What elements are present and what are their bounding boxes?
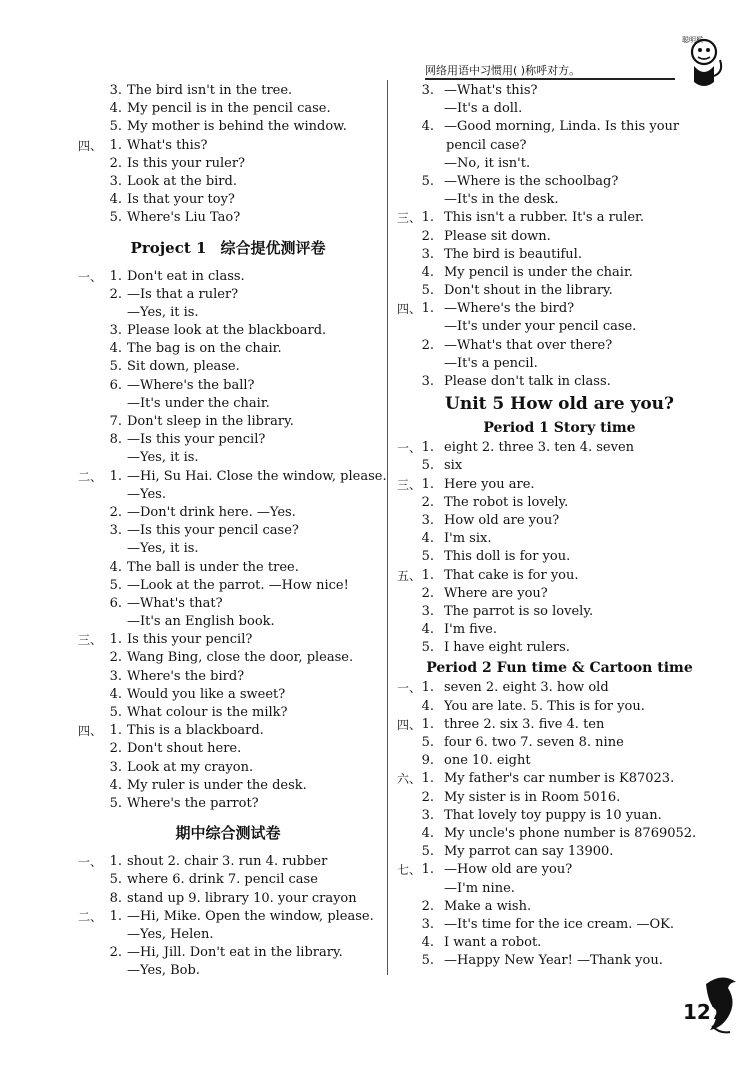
answer-text: The bag is on the chair. <box>127 341 282 357</box>
answer-text: Is this your pencil? <box>127 632 253 648</box>
answer-line <box>78 413 378 431</box>
answer-text: My mother is behind the window. <box>127 119 347 135</box>
item-number: 2. <box>421 789 434 805</box>
answer-text: seven 2. eight 3. how old <box>444 680 609 696</box>
answer-text: —Happy New Year! —Thank you. <box>444 953 663 969</box>
item-number: 2. <box>421 228 434 244</box>
answer-line <box>397 282 722 300</box>
section-marker: 二、 <box>78 469 103 484</box>
item-number: 5. <box>109 210 122 226</box>
answer-text: —Yes, Helen. <box>127 926 214 942</box>
answer-text: stand up 9. library 10. your crayon <box>127 890 357 906</box>
answer-line <box>397 716 722 734</box>
answer-text: —Yes, Bob. <box>127 963 200 979</box>
section-heading <box>397 657 722 679</box>
answer-line <box>78 340 378 358</box>
answer-line <box>78 82 378 100</box>
answer-line <box>397 789 722 807</box>
answer-text: —Is this your pencil? <box>127 432 266 448</box>
answer-text: —Yes, it is. <box>127 450 199 466</box>
item-number: 1. <box>421 716 434 732</box>
item-number: 3. <box>421 83 434 98</box>
answer-line <box>397 457 722 475</box>
answer-text: I have eight rulers. <box>444 640 570 656</box>
answer-text: Where's Liu Tao? <box>127 210 241 226</box>
item-number: 4. <box>421 119 434 135</box>
answer-text: —Where's the ball? <box>127 377 255 393</box>
answer-line <box>397 861 722 879</box>
answer-text: —Where is the schoolbag? <box>444 173 619 189</box>
item-number: 3. <box>109 523 122 539</box>
answer-text: My pencil is under the chair. <box>444 264 633 280</box>
item-number: 7. <box>109 414 122 429</box>
answer-text: I'm six. <box>444 531 492 547</box>
item-number: 4. <box>109 101 122 117</box>
section-marker: 一、 <box>397 441 422 456</box>
answer-line <box>397 752 722 770</box>
answer-text: My pencil is in the pencil case. <box>127 101 331 117</box>
answer-text: Here you are. <box>444 476 535 492</box>
answer-line <box>397 155 722 173</box>
section-marker: 四、 <box>397 717 422 732</box>
answer-line <box>397 373 722 391</box>
answer-line <box>397 807 722 825</box>
answer-text: Is this your ruler? <box>127 155 246 171</box>
item-number: 2. <box>109 650 122 666</box>
answer-line <box>78 890 378 908</box>
answer-text: Look at my crayon. <box>127 759 254 775</box>
answer-text: Where are you? <box>444 585 548 601</box>
item-number: 1. <box>109 468 122 484</box>
item-number: 5. <box>109 705 122 720</box>
item-number: 3. <box>109 668 122 684</box>
item-number: 3. <box>421 603 434 619</box>
answer-line <box>397 530 722 548</box>
answer-text: Don't shout here. <box>127 741 242 757</box>
item-number: 1. <box>421 210 434 226</box>
answer-line <box>78 118 378 136</box>
item-number: 2. <box>421 585 434 601</box>
section-heading <box>78 228 378 268</box>
item-number: 4. <box>421 935 434 951</box>
answer-text: My sister is in Room 5016. <box>444 789 621 805</box>
answer-text: That cake is for you. <box>444 567 579 583</box>
answer-line <box>78 962 378 980</box>
answer-line <box>397 603 722 621</box>
section-heading <box>397 417 722 439</box>
answer-text: six <box>444 458 463 474</box>
answer-text: The robot is lovely. <box>444 494 569 510</box>
item-number: 3. <box>421 807 434 823</box>
answer-line <box>78 853 378 871</box>
answer-line <box>397 734 722 752</box>
section-heading <box>78 813 378 853</box>
answer-line <box>397 82 722 100</box>
section-marker: 三、 <box>78 633 103 648</box>
heading-title: 综合提优测评卷 <box>220 238 326 257</box>
answer-line <box>78 358 378 376</box>
answer-text: shout 2. chair 3. run 4. rubber <box>127 854 328 870</box>
answer-text: Make a wish. <box>444 898 532 914</box>
section-marker: 一、 <box>78 269 103 284</box>
item-number: 4. <box>109 559 122 575</box>
answer-line <box>397 825 722 843</box>
answer-line <box>78 540 378 558</box>
section-marker: 七、 <box>397 863 422 878</box>
answer-text: Would you like a sweet? <box>127 686 286 702</box>
item-number: 1. <box>109 268 122 284</box>
header-note: 网络用语中习惯用( )称呼对方。 <box>425 62 675 80</box>
answer-text: —I'm nine. <box>444 880 515 896</box>
answer-text: —What's that? <box>127 595 223 611</box>
answer-line <box>78 173 378 191</box>
answer-text: —Don't drink here. —Yes. <box>127 504 296 520</box>
answer-line <box>397 173 722 191</box>
column-divider <box>387 80 388 975</box>
answer-line <box>397 318 722 336</box>
section-marker: 三、 <box>397 477 422 492</box>
item-number: 1. <box>421 862 434 878</box>
answer-text: —Is this your pencil case? <box>127 523 299 539</box>
item-number: 2. <box>421 494 434 510</box>
answer-text: —Hi, Su Hai. Close the window, please. <box>127 468 387 484</box>
answer-line <box>397 880 722 898</box>
item-number: 4. <box>109 192 122 208</box>
answer-line <box>397 548 722 566</box>
answer-text: —Yes, it is. <box>127 304 199 320</box>
answer-line <box>397 337 722 355</box>
answer-line <box>78 926 378 944</box>
section-heading <box>397 391 722 417</box>
answer-line <box>397 300 722 318</box>
heading-text: Period 2 Fun time & Cartoon time <box>426 660 693 677</box>
answer-text: —What's that over there? <box>444 337 613 353</box>
mascot-caption: 聪明猴 <box>682 36 703 44</box>
answer-line <box>78 100 378 118</box>
answer-line <box>397 698 722 716</box>
answer-text: —What's this? <box>444 83 538 98</box>
answer-line <box>397 439 722 457</box>
answer-line <box>78 871 378 889</box>
answer-line <box>78 486 378 504</box>
heading-text: Period 1 Story time <box>483 420 636 437</box>
left-column <box>78 82 387 980</box>
answer-line <box>78 795 378 813</box>
answer-text: —Hi, Mike. Open the window, please. <box>127 908 374 924</box>
answer-text: That lovely toy puppy is 10 yuan. <box>444 807 662 823</box>
item-number: 3. <box>109 173 122 189</box>
answer-line <box>78 209 378 227</box>
answer-line <box>397 494 722 512</box>
item-number: 6. <box>109 377 122 393</box>
answer-line <box>397 679 722 697</box>
page-number: 127 <box>683 1000 725 1024</box>
answer-line <box>78 522 378 540</box>
answer-line <box>78 137 378 155</box>
answer-line <box>78 504 378 522</box>
answer-text: How old are you? <box>444 512 560 528</box>
item-number: 2. <box>109 155 122 171</box>
answer-text: The bird isn't in the tree. <box>127 83 293 98</box>
item-number: 2. <box>109 945 122 961</box>
answer-text: Is that your toy? <box>127 192 235 208</box>
answer-line <box>78 595 378 613</box>
answer-text: I'm five. <box>444 622 498 638</box>
answer-line <box>78 704 378 722</box>
answer-line <box>78 740 378 758</box>
answer-text: —Yes, it is. <box>127 541 199 557</box>
answer-text: The ball is under the tree. <box>127 559 299 575</box>
item-number: 4. <box>109 777 122 793</box>
section-marker: 三、 <box>397 211 422 226</box>
answer-line <box>78 322 378 340</box>
answer-text: Please look at the blackboard. <box>127 323 327 339</box>
item-number: 4. <box>109 686 122 702</box>
answer-text: —It's in the desk. <box>444 192 559 208</box>
item-number: 1. <box>421 301 434 317</box>
answer-line <box>397 228 722 246</box>
answer-line <box>397 512 722 530</box>
answer-line <box>397 355 722 373</box>
item-number: 5. <box>109 577 122 593</box>
item-number: 4. <box>421 264 434 280</box>
answer-line <box>397 246 722 264</box>
item-number: 1. <box>421 440 434 456</box>
answer-text: —How old are you? <box>444 862 573 878</box>
answer-line <box>78 577 378 595</box>
answer-text: What's this? <box>127 137 208 153</box>
item-number: 1. <box>109 137 122 153</box>
item-number: 5. <box>109 795 122 811</box>
answer-text: Wang Bing, close the door, please. <box>127 650 354 666</box>
answer-text: —Hi, Jill. Don't eat in the library. <box>127 945 343 961</box>
answer-line <box>78 431 378 449</box>
answer-text: My father's car number is K87023. <box>444 771 675 787</box>
item-number: 5. <box>421 173 434 189</box>
heading-text: Unit 5 How old are you? <box>445 394 674 415</box>
answer-line <box>78 377 378 395</box>
answer-line <box>78 191 378 209</box>
section-marker: 四、 <box>78 724 103 739</box>
answer-line <box>397 137 722 155</box>
answer-text: You are late. 5. This is for you. <box>444 698 645 714</box>
item-number: 4. <box>421 622 434 638</box>
answer-line <box>78 722 378 740</box>
answer-text: I want a robot. <box>444 935 542 951</box>
answer-line <box>397 100 722 118</box>
section-marker: 二、 <box>78 909 103 924</box>
item-number: 1. <box>421 771 434 787</box>
heading-title: 期中综合测试卷 <box>175 824 281 843</box>
answer-text: Sit down, please. <box>127 359 240 375</box>
item-number: 2. <box>109 741 122 757</box>
section-marker: 六、 <box>397 772 422 787</box>
item-number: 3. <box>421 916 434 932</box>
answer-text: —Is that a ruler? <box>127 286 239 302</box>
item-number: 8. <box>109 432 122 448</box>
answer-text: —Yes. <box>127 486 166 502</box>
answer-text: —Look at the parrot. —How nice! <box>127 577 349 593</box>
item-number: 3. <box>421 246 434 262</box>
item-number: 4. <box>109 341 122 357</box>
answer-text: —It's an English book. <box>127 614 275 630</box>
answer-text: where 6. drink 7. pencil case <box>127 872 318 888</box>
answer-text: —It's under the chair. <box>127 395 270 411</box>
answer-text: This is a blackboard. <box>127 723 264 739</box>
answer-line <box>397 118 722 136</box>
item-number: 4. <box>421 531 434 547</box>
item-number: 3. <box>109 83 122 98</box>
answer-line <box>78 395 378 413</box>
answer-text: Where's the parrot? <box>127 795 259 811</box>
answer-text: —It's time for the ice cream. —OK. <box>444 916 674 932</box>
answer-text: —It's a pencil. <box>444 355 538 371</box>
answer-text: My parrot can say 13900. <box>444 844 614 860</box>
answer-text: This doll is for you. <box>444 549 571 565</box>
answer-line <box>78 908 378 926</box>
item-number: 2. <box>421 898 434 914</box>
item-number: 3. <box>421 512 434 528</box>
answer-text: My ruler is under the desk. <box>127 777 307 793</box>
item-number: 9. <box>421 753 434 769</box>
answer-text: pencil case? <box>446 137 527 153</box>
answer-line <box>397 209 722 227</box>
item-number: 5. <box>421 953 434 969</box>
answer-text: Look at the bird. <box>127 173 237 189</box>
answer-line <box>397 898 722 916</box>
item-number: 1. <box>421 567 434 583</box>
answer-line <box>397 191 722 209</box>
item-number: 5. <box>421 458 434 474</box>
answer-line <box>397 567 722 585</box>
answer-line <box>78 449 378 467</box>
section-marker: 五、 <box>397 568 422 583</box>
right-column <box>397 82 722 970</box>
item-number: 4. <box>421 825 434 841</box>
answer-text: This isn't a rubber. It's a ruler. <box>444 210 644 226</box>
answer-text: —Good morning, Linda. Is this your <box>444 119 680 135</box>
item-number: 1. <box>109 908 122 924</box>
answer-line <box>78 944 378 962</box>
section-marker: 一、 <box>397 681 422 696</box>
answer-line <box>397 916 722 934</box>
item-number: 5. <box>109 872 122 888</box>
answer-line <box>78 613 378 631</box>
item-number: 5. <box>421 549 434 565</box>
item-number: 4. <box>421 698 434 714</box>
answer-text: eight 2. three 3. ten 4. seven <box>444 440 635 456</box>
answer-line <box>78 155 378 173</box>
item-number: 1. <box>109 854 122 870</box>
section-marker: 四、 <box>397 302 422 317</box>
answer-text: —It's a doll. <box>444 101 523 117</box>
answer-text: The parrot is so lovely. <box>444 603 594 619</box>
section-marker: 一、 <box>78 855 103 870</box>
answer-line <box>78 777 378 795</box>
answer-text: My uncle's phone number is 8769052. <box>444 825 697 841</box>
answer-text: —Where's the bird? <box>444 301 575 317</box>
answer-text: The bird is beautiful. <box>444 246 582 262</box>
item-number: 3. <box>109 323 122 339</box>
item-number: 5. <box>109 359 122 375</box>
answer-text: What colour is the milk? <box>127 705 288 720</box>
answer-line <box>78 286 378 304</box>
item-number: 5. <box>421 640 434 656</box>
item-number: 1. <box>421 476 434 492</box>
answer-line <box>78 668 378 686</box>
answer-text: Please don't talk in class. <box>444 374 611 389</box>
heading-text: Project 1 <box>130 238 207 257</box>
answer-line <box>78 631 378 649</box>
answer-line <box>397 952 722 970</box>
answer-line <box>78 686 378 704</box>
section-marker: 四、 <box>78 138 103 153</box>
item-number: 1. <box>109 723 122 739</box>
item-number: 3. <box>109 759 122 775</box>
answer-text: three 2. six 3. five 4. ten <box>444 716 605 732</box>
answer-line <box>78 304 378 322</box>
answer-line <box>78 649 378 667</box>
answer-text: Don't shout in the library. <box>444 283 613 299</box>
answer-line <box>78 759 378 777</box>
item-number: 5. <box>421 735 434 750</box>
item-number: 3. <box>421 374 434 389</box>
answer-text: Don't eat in class. <box>127 268 245 284</box>
answer-line <box>397 934 722 952</box>
answer-text: one 10. eight <box>444 753 531 769</box>
item-number: 5. <box>109 119 122 135</box>
item-number: 5. <box>421 844 434 860</box>
answer-line <box>397 621 722 639</box>
answer-line <box>397 770 722 788</box>
answer-line <box>397 585 722 603</box>
item-number: 1. <box>109 632 122 648</box>
item-number: 8. <box>109 890 122 906</box>
item-number: 5. <box>421 283 434 299</box>
answer-line <box>397 843 722 861</box>
item-number: 1. <box>421 680 434 696</box>
answer-text: —It's under your pencil case. <box>444 319 637 335</box>
answer-line <box>78 268 378 286</box>
item-number: 2. <box>109 504 122 520</box>
answer-line <box>397 264 722 282</box>
answer-line <box>78 468 387 486</box>
answer-text: —No, it isn't. <box>444 155 531 171</box>
answer-line <box>397 639 722 657</box>
answer-line <box>78 559 378 577</box>
answer-text: Where's the bird? <box>127 668 245 684</box>
item-number: 6. <box>109 595 122 611</box>
item-number: 2. <box>109 286 122 302</box>
item-number: 2. <box>421 337 434 353</box>
answer-text: Don't sleep in the library. <box>127 414 294 429</box>
answer-text: Please sit down. <box>444 228 551 244</box>
answer-text: four 6. two 7. seven 8. nine <box>444 735 624 750</box>
answer-line <box>397 476 722 494</box>
